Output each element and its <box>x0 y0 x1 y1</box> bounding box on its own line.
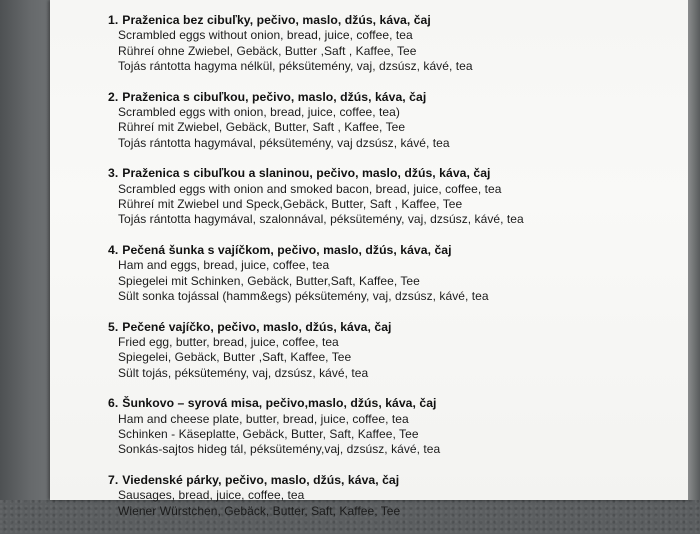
menu-item-title <box>108 13 678 28</box>
menu-item-german: Rühreí ohne Zwiebel, Gebäck, Butter ,Saft , Kaffee, Tee <box>118 43 417 58</box>
menu-item-name: Praženica s cibuľkou, pečivo, maslo, džús, káva, čaj <box>122 89 427 104</box>
menu-item-german: Schinken - Käseplatte, Gebäck, Butter, Saft, Kaffee, Tee <box>118 426 419 441</box>
menu-item-number: 4. <box>108 242 119 257</box>
menu-item-english: Ham and eggs, bread, juice, coffee, tea <box>118 258 330 273</box>
menu-item-title <box>108 396 678 411</box>
menu-item-hungarian: Tojás rántotta hagyma nélkül, péksütemény, vaj, dzsúsz, kávé, tea <box>118 59 473 74</box>
menu-item-6 <box>108 396 678 458</box>
menu-item-number: 3. <box>108 166 119 181</box>
breakfast-menu-list <box>108 13 678 534</box>
menu-item-german: Rühreí mit Zwiebel und Speck,Gebäck, Butter, Saft , Kaffee, Tee <box>118 197 463 212</box>
menu-sheet <box>50 0 690 518</box>
menu-item-2 <box>108 90 678 152</box>
menu-item-english: Sausages, bread, juice, coffee, tea <box>118 488 305 503</box>
menu-item-3 <box>108 166 678 228</box>
menu-item-name: Pečené vajíčko, pečivo, maslo, džús, káva, čaj <box>122 319 392 334</box>
menu-item-hungarian: Sonkás-sajtos hideg tál, péksütemény,vaj, dzsúsz, kávé, tea <box>118 442 441 457</box>
menu-item-name: Pečená šunka s vajíčkom, pečivo, maslo, džús, káva, čaj <box>122 242 452 257</box>
menu-item-title <box>108 243 678 258</box>
menu-item-1 <box>108 13 678 75</box>
menu-item-name: Viedenské párky, pečivo, maslo, džús, káva, čaj <box>122 472 400 487</box>
menu-item-german: Spiegelei mit Schinken, Gebäck, Butter,Saft, Kaffee, Tee <box>118 273 420 288</box>
menu-item-name: Praženica bez cibuľky, pečivo, maslo, džús, káva, čaj <box>122 13 431 27</box>
menu-item-5 <box>108 320 678 382</box>
menu-item-english: Fried egg, butter, bread, juice, coffee, tea <box>118 334 339 349</box>
menu-item-7 <box>108 473 678 519</box>
menu-item-name: Šunkovo – syrová misa, pečivo,maslo, džús, káva, čaj <box>122 396 437 411</box>
menu-item-german: Rühreí mit Zwiebel, Gebäck, Butter, Saft , Kaffee, Tee <box>118 120 406 135</box>
menu-item-hungarian: Tojás rántotta hagymával, péksütemény, vaj dzsúsz, kávé, tea <box>118 135 450 150</box>
menu-item-hungarian: Sült tojás, péksütemény, vaj, dzsúsz, kávé, tea <box>118 365 369 380</box>
table-surface-left <box>0 0 50 500</box>
menu-item-number: 7. <box>108 472 119 487</box>
table-surface-right <box>688 0 700 500</box>
menu-item-title <box>108 320 678 335</box>
menu-item-name: Praženica s cibuľkou a slaninou, pečivo, maslo, džús, káva, čaj <box>122 166 491 181</box>
menu-item-title <box>108 166 678 181</box>
menu-item-english: Scrambled eggs without onion, bread, juice, coffee, tea <box>118 28 413 43</box>
menu-item-title <box>108 90 678 105</box>
menu-item-german: Spiegelei, Gebäck, Butter ,Saft, Kaffee, Tee <box>118 350 352 365</box>
menu-item-number: 1. <box>108 13 119 27</box>
menu-item-4 <box>108 243 678 305</box>
menu-item-number: 5. <box>108 319 119 334</box>
menu-item-english: Scrambled eggs with onion, bread, juice, coffee, tea) <box>118 105 400 120</box>
menu-item-english: Ham and cheese plate, butter, bread, juice, coffee, tea <box>118 411 409 426</box>
menu-item-english: Scrambled eggs with onion and smoked bacon, bread, juice, coffee, tea <box>118 181 502 196</box>
menu-item-hungarian: Tojás rántotta hagymával, szalonnával, péksütemény, vaj, dzsúsz, kávé, tea <box>118 212 524 227</box>
menu-item-german: Wiener Würstchen, Gebäck, Butter, Saft, Kaffee, Tee <box>118 503 401 518</box>
menu-item-title <box>108 473 678 488</box>
menu-item-number: 2. <box>108 89 119 104</box>
menu-item-hungarian: Sült sonka tojással (hamm&egs) péksütemény, vaj, dzsúsz, kávé, tea <box>118 289 489 304</box>
menu-item-number: 6. <box>108 396 119 411</box>
